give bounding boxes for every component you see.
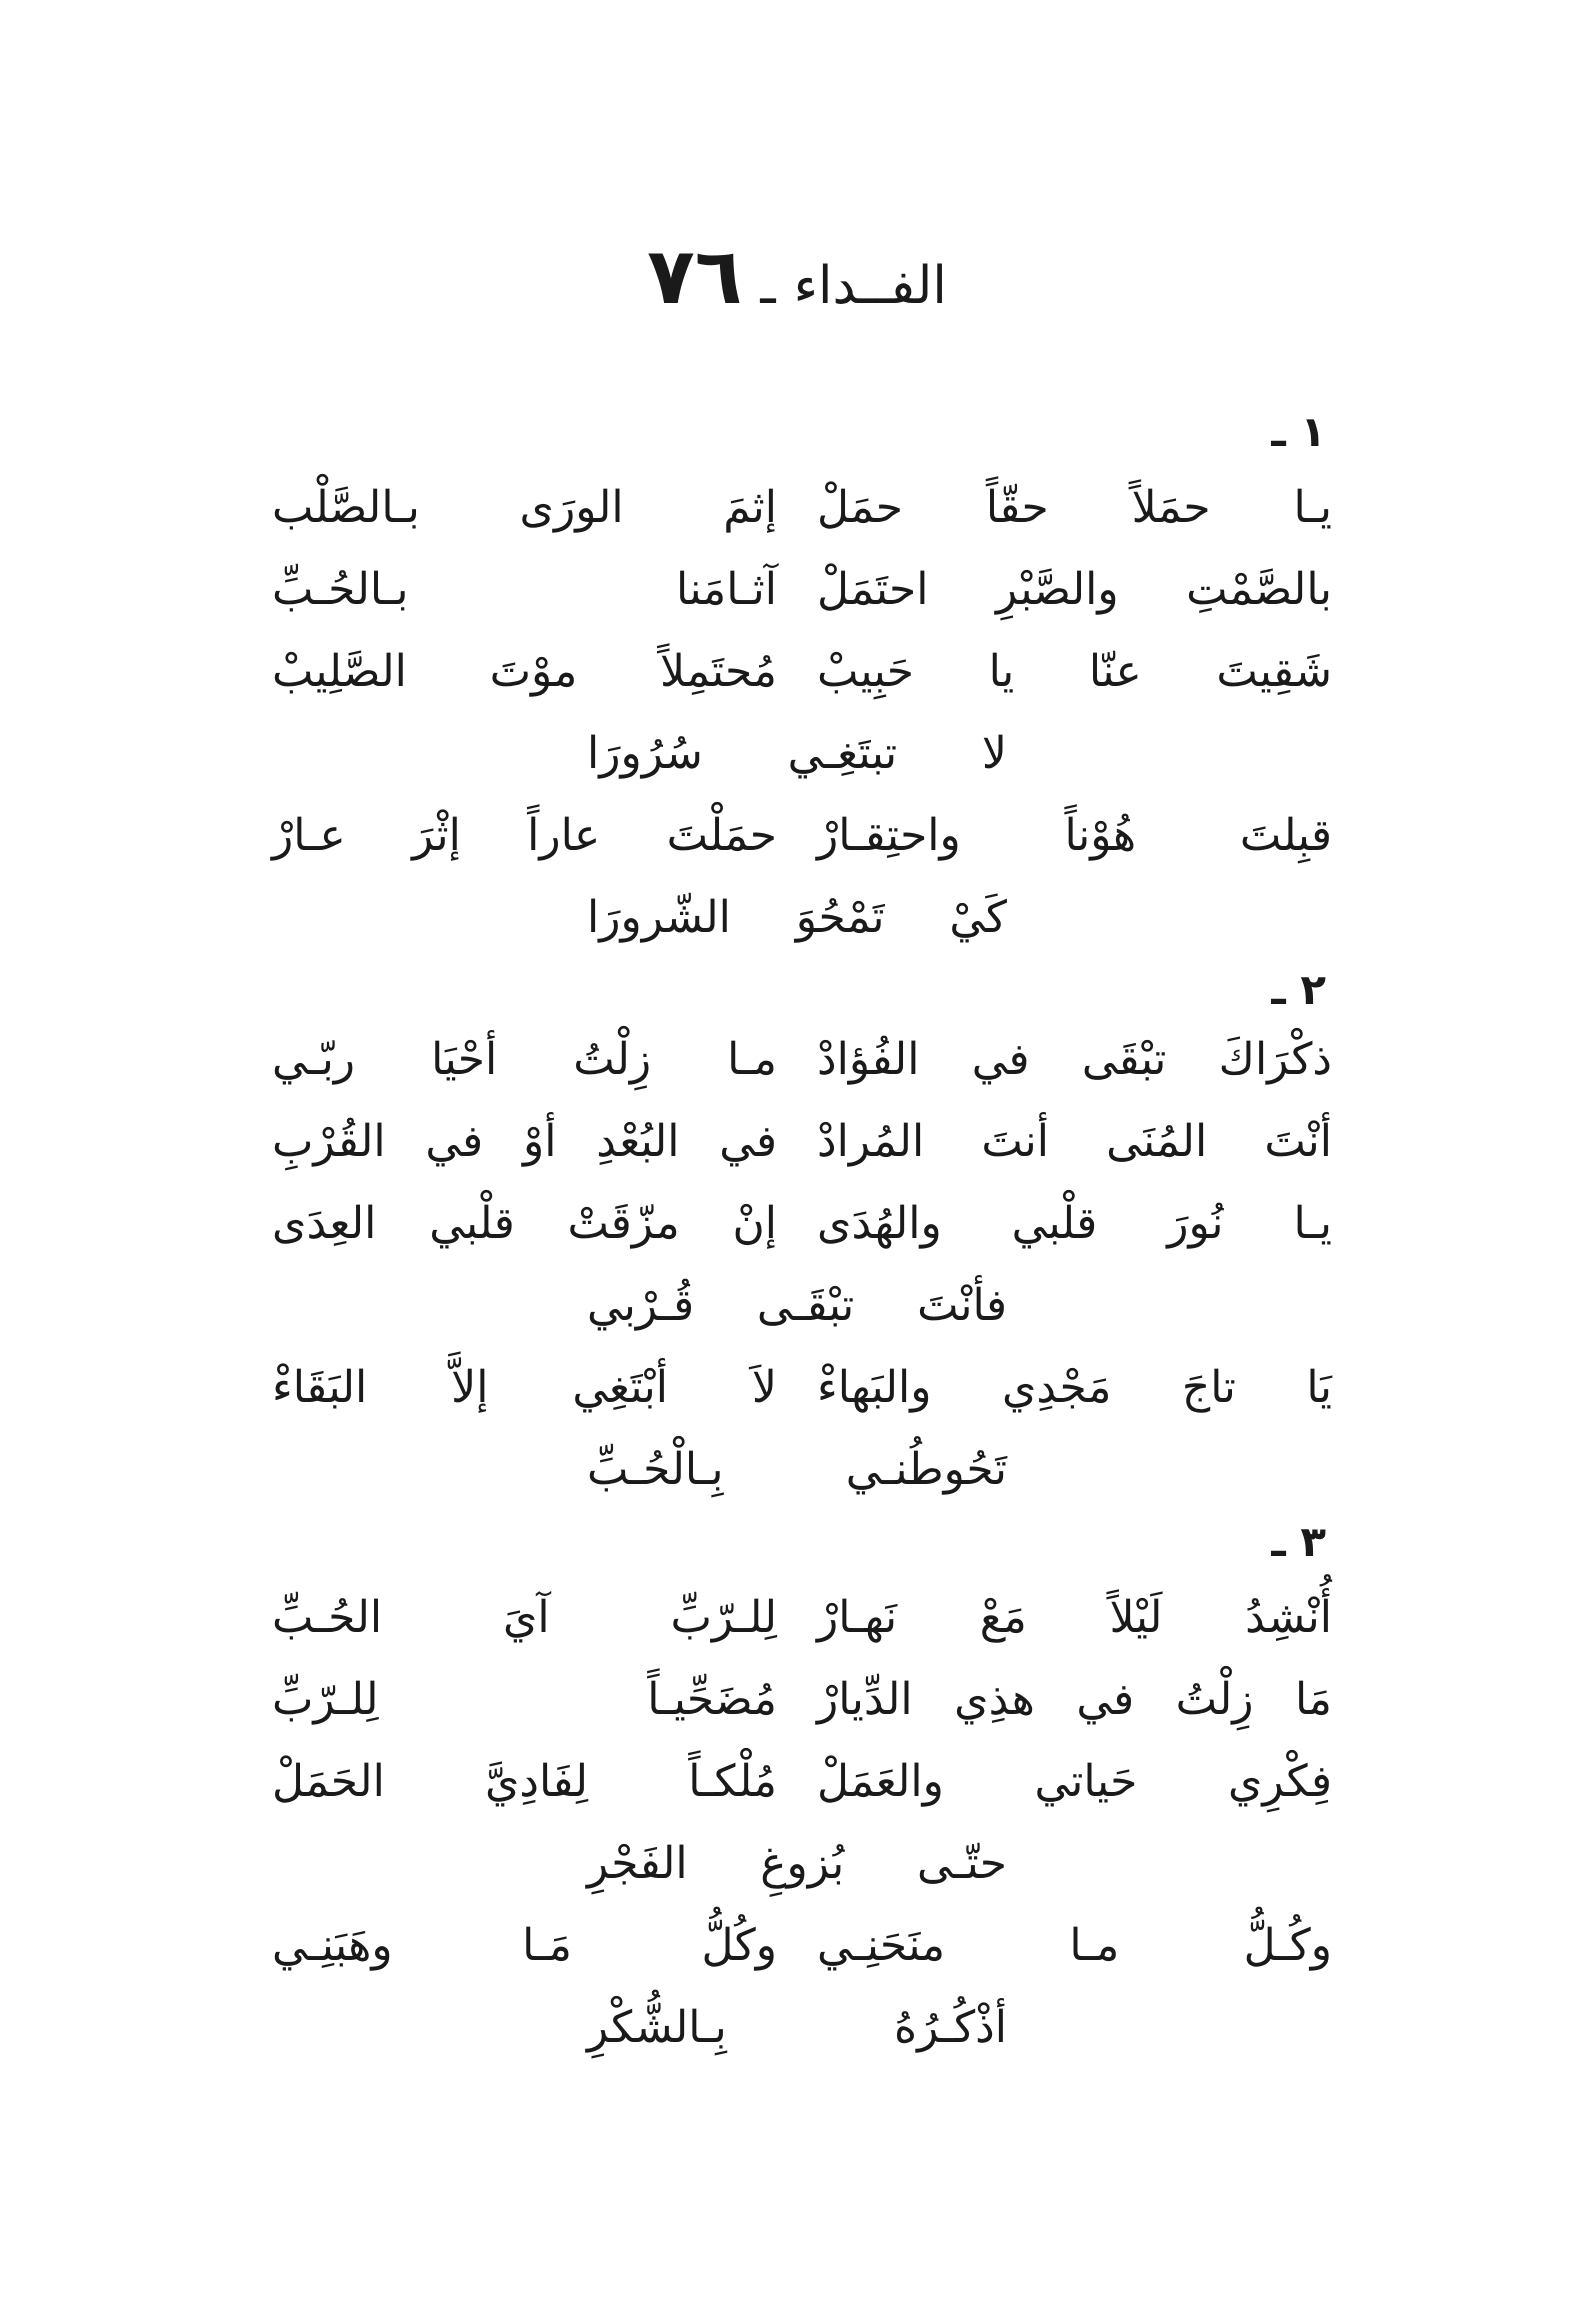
section-marker: ٢ ـ <box>1271 965 1326 1014</box>
refrain-line <box>0 878 1594 958</box>
refrain-line <box>0 714 1594 794</box>
verse-first-hemistich: أنْتَ المُنَى أنتَ المُرادْ <box>817 1116 1332 1167</box>
verse-first-hemistich: شَقِيتَ عنّا يا حَبِيبْ <box>817 646 1332 697</box>
verse-second-hemistich: وكُلُّ مَـا وهَبَنِـي <box>272 1920 777 1971</box>
refrain-text: حتّـى بُزوغِ الفَجْرِ <box>587 1838 1007 1889</box>
verse-first-hemistich: بالصَّمْتِ والصَّبْرِ احتَمَلْ <box>817 564 1332 615</box>
verse-second-hemistich: مُضَحِّيـاً لِلـرّبِّ <box>272 1674 777 1725</box>
verse-second-hemistich: لاَ أبْتَغِي إلاَّ البَقَاءْ <box>272 1362 777 1413</box>
verse-line <box>272 1742 1332 1822</box>
verse-line <box>272 796 1332 876</box>
verse-line <box>272 468 1332 548</box>
refrain-text: كَيْ تَمْحُوَ الشّرورَا <box>587 892 1007 943</box>
refrain-text: أذْكُـرُهُ بِـالشُّكْرِ <box>587 2002 1007 2053</box>
verse-line <box>272 1660 1332 1740</box>
title-dash: ـ <box>760 256 776 316</box>
section-marker: ٣ ـ <box>1271 1517 1326 1566</box>
refrain-text: فأنْتَ تبْقَـى قُـرْبي <box>587 1280 1007 1331</box>
verse-second-hemistich: مُلْكـاً لِفَادِيَّ الحَمَلْ <box>272 1756 777 1807</box>
verse-second-hemistich: إنْ مزّقَتْ قلْبي العِدَى <box>272 1198 777 1249</box>
verse-line <box>272 1578 1332 1658</box>
refrain-line <box>0 1430 1594 1510</box>
verse-first-hemistich: مَا زِلْتُ في هذِي الدِّيارْ <box>817 1674 1332 1725</box>
page-title <box>0 232 1594 331</box>
verse-line <box>272 1348 1332 1428</box>
verse-first-hemistich: فِكْرِي حَياتي والعَمَلْ <box>817 1756 1332 1807</box>
hymn-number: ٧٦ <box>647 232 743 322</box>
verse-second-hemistich: إثمَ الورَى بـالصَّلْب <box>272 482 777 533</box>
verse-second-hemistich: في البُعْدِ أوْ في القُرْبِ <box>272 1116 777 1167</box>
verse-first-hemistich: قبِلتَ هُوْناً واحتِقـارْ <box>817 810 1332 861</box>
refrain-line <box>0 1266 1594 1346</box>
verse-second-hemistich: حمَلْتَ عاراً إثْرَ عـارْ <box>272 810 777 861</box>
refrain-text: لا تبتَغِـي سُرُورَا <box>587 728 1007 779</box>
verse-second-hemistich: مُحتَمِلاً موْتَ الصَّلِيبْ <box>272 646 777 697</box>
verse-first-hemistich: يَا تاجَ مَجْدِي والبَهاءْ <box>817 1362 1332 1413</box>
verse-first-hemistich: أُنْشِدُ لَيْلاً مَعْ نَهـارْ <box>817 1592 1332 1643</box>
verse-line <box>272 1020 1332 1100</box>
verse-first-hemistich: وكُـلُّ مـا منَحَنِـي <box>817 1920 1332 1971</box>
verse-second-hemistich: آثـامَنا بـالحُـبِّ <box>272 564 777 615</box>
verse-line <box>272 1184 1332 1264</box>
verse-line <box>272 1102 1332 1182</box>
verse-line <box>272 1906 1332 1986</box>
section-marker: ١ ـ <box>1271 407 1326 456</box>
verse-first-hemistich: يـا حمَلاً حقّاً حمَلْ <box>817 482 1332 533</box>
verse-first-hemistich: يـا نُورَ قلْبي والهُدَى <box>817 1198 1332 1249</box>
refrain-line <box>0 1824 1594 1904</box>
verse-line <box>272 632 1332 712</box>
refrain-line <box>0 1988 1594 2068</box>
refrain-text: تَحُوطُنـي بِـالْحُـبِّ <box>587 1444 1007 1495</box>
verse-line <box>272 550 1332 630</box>
verse-second-hemistich: مـا زِلْتُ أحْيَا ربّـي <box>272 1034 777 1085</box>
verse-second-hemistich: لِلـرّبِّ آيَ الحُـبِّ <box>272 1592 777 1643</box>
verse-first-hemistich: ذكْرَاكَ تبْقَى في الفُؤادْ <box>817 1034 1332 1085</box>
title-text: الفــداء <box>793 256 947 316</box>
